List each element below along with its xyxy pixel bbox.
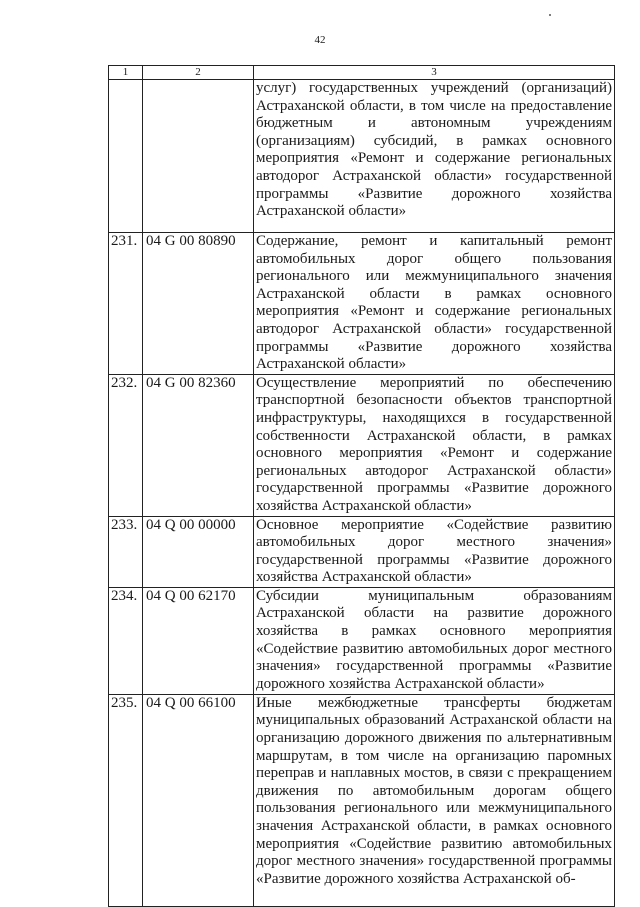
table-header-row xyxy=(109,66,615,80)
row-code: 04 G 00 80890 xyxy=(143,233,254,375)
row-code: 04 Q 00 00000 xyxy=(143,516,254,587)
header-col-2: 2 xyxy=(143,66,254,80)
scan-speck xyxy=(549,14,551,16)
row-number xyxy=(109,80,143,233)
header-col-3: 3 xyxy=(254,66,615,80)
row-code xyxy=(143,80,254,233)
header-col-1: 1 xyxy=(109,66,143,80)
table-row xyxy=(109,587,615,694)
table-row xyxy=(109,80,615,233)
row-description: Осуществление мероприятий по обеспечению транспортной безопасности объектов транспортной инфраструктуры, находящихся в государственной собственности Астраханской области, в рамках основного мероприятия «Ремонт и содержание региональных автодорог Астраханской области» государственной программы «Развитие дорожного хозяйства Астраханской области» xyxy=(254,374,615,516)
row-description: Иные межбюджетные трансферты бюджетам муниципальных образований Астраханской области на организацию дорожного движения по альтернативным маршрутам, в том числе на организацию паромных переправ и наплавных мостов, в связи с прекращением движения по автомобильным дорогам общего пользования регионального или межмуниципального значения Астраханской области, в рамках основного мероприятия «Содействие развитию автомобильных дорог местного значения» государственной программы «Развитие дорожного хозяйства Астраханской об- xyxy=(254,694,615,906)
row-description: услуг) государственных учреждений (организаций) Астраханской области, в том числе на предоставление бюджетным и автономным учреждениям (организациям) субсидий, в рамках основного мероприятия «Ремонт и содержание региональных автодорог Астраханской области» государственной программы «Развитие дорожного хозяйства Астраханской области» xyxy=(254,80,615,233)
budget-classification-table xyxy=(108,65,615,907)
row-number: 232. xyxy=(109,374,143,516)
table-row xyxy=(109,516,615,587)
table-row xyxy=(109,233,615,375)
page-number: 42 xyxy=(314,34,326,46)
row-code: 04 G 00 82360 xyxy=(143,374,254,516)
row-number: 231. xyxy=(109,233,143,375)
table-row xyxy=(109,694,615,906)
table-row xyxy=(109,374,615,516)
row-code: 04 Q 00 66100 xyxy=(143,694,254,906)
row-number: 233. xyxy=(109,516,143,587)
row-number: 235. xyxy=(109,694,143,906)
row-description: Субсидии муниципальным образованиям Астраханской области на развитие дорожного хозяйства в рамках основного мероприятия «Содействие развитию автомобильных дорог местного значения» государственной программы «Развитие дорожного хозяйства Астраханской области» xyxy=(254,587,615,694)
row-description: Содержание, ремонт и капитальный ремонт автомобильных дорог общего пользования регионального или межмуниципального значения Астраханской области в рамках основного мероприятия «Ремонт и содержание региональных автодорог Астраханской области» государственной программы «Развитие дорожного хозяйства Астраханской области» xyxy=(254,233,615,375)
row-number: 234. xyxy=(109,587,143,694)
row-description: Основное мероприятие «Содействие развитию автомобильных дорог местного значения» государственной программы «Развитие дорожного хозяйства Астраханской области» xyxy=(254,516,615,587)
row-code: 04 Q 00 62170 xyxy=(143,587,254,694)
